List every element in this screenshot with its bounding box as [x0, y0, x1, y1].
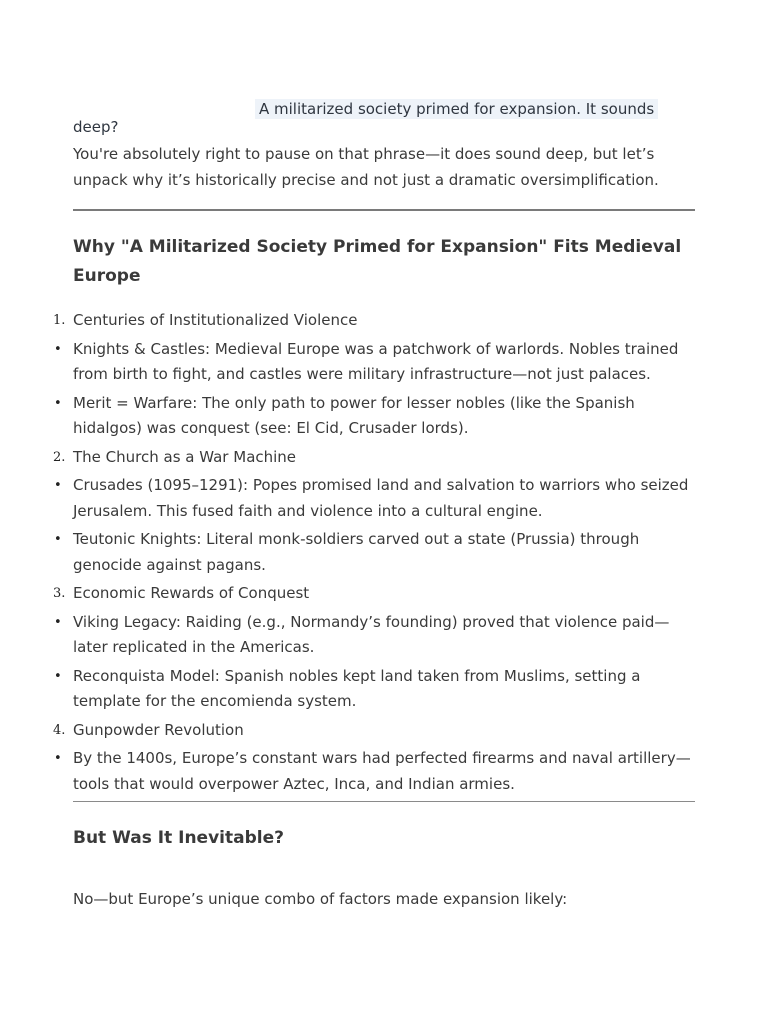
bullet-item — [54, 337, 695, 388]
user-message-wrap: deep? — [73, 118, 119, 136]
list-item-text: Viking Legacy: Raiding (e.g., Normandy’s founding) proved that violence paid—later replicated in the Americas. — [73, 612, 670, 656]
numbered-item — [53, 445, 695, 471]
bullet-marker: • — [54, 395, 62, 411]
bullet-marker: • — [54, 478, 62, 493]
list-item-text: Merit = Warfare: The only path to power for lesser nobles (like the Spanish hidalgos) was conquest (see: El Cid, Crusader lords). — [73, 393, 635, 437]
list-item-text: Teutonic Knights: Literal monk-soldiers carved out a state (Prussia) through genocide against pagans. — [73, 530, 640, 574]
numbered-item — [53, 718, 695, 744]
bullet-item — [54, 664, 695, 715]
bullet-item — [54, 610, 695, 661]
section-divider-2 — [73, 801, 695, 802]
bullet-marker: • — [54, 341, 62, 357]
bullet-item — [54, 473, 695, 524]
bullet-marker: • — [54, 614, 62, 630]
list-item-text: Economic Rewards of Conquest — [73, 584, 310, 602]
list-number: 4. — [53, 722, 66, 738]
section-divider — [73, 209, 695, 211]
list-item-text: Reconquista Model: Spanish nobles kept land taken from Muslims, setting a template for the encomienda system. — [73, 666, 641, 710]
inevitable-paragraph: No—but Europe’s unique combo of factors made expansion likely: — [73, 890, 568, 908]
bullet-marker: • — [54, 668, 62, 684]
list-number: 2. — [53, 449, 66, 465]
list-item-text: By the 1400s, Europe’s constant wars had perfected firearms and naval artillery—tools that would overpower Aztec, Inca, and Indian armies. — [73, 749, 691, 793]
bullet-item — [54, 391, 695, 442]
bullet-marker: • — [54, 532, 62, 547]
numbered-item — [53, 308, 695, 334]
reasons-list — [53, 308, 695, 797]
inevitable-heading: But Was It Inevitable? — [73, 828, 284, 848]
bullet-item — [54, 527, 695, 578]
list-number: 3. — [53, 586, 66, 601]
bullet-marker: • — [54, 751, 62, 766]
list-item-text: Centuries of Institutionalized Violence — [73, 311, 358, 329]
list-number: 1. — [53, 313, 66, 328]
list-item-text: The Church as a War Machine — [73, 447, 297, 466]
section-heading: Why "A Militarized Society Primed for Expansion" Fits Medieval Europe — [73, 237, 682, 286]
list-item-text: Gunpowder Revolution — [73, 720, 244, 739]
list-item-text: Crusades (1095–1291): Popes promised land and salvation to warriors who seized Jerusalem. This fused faith and violence into a cultural engine. — [73, 476, 689, 520]
numbered-item — [53, 581, 695, 607]
intro-paragraph: You're absolutely right to pause on that phrase—it does sound deep, but let’s unpack why it’s historically precise and not just a dramatic oversimplification. — [73, 145, 659, 189]
bullet-item — [54, 746, 695, 797]
document-page — [53, 100, 695, 912]
user-message — [73, 100, 695, 136]
user-message-text: A militarized society primed for expansion. It sounds — [255, 99, 658, 119]
list-item-text: Knights & Castles: Medieval Europe was a patchwork of warlords. Nobles trained from birth to fight, and castles were military infrastructure—not just palaces. — [73, 339, 679, 383]
